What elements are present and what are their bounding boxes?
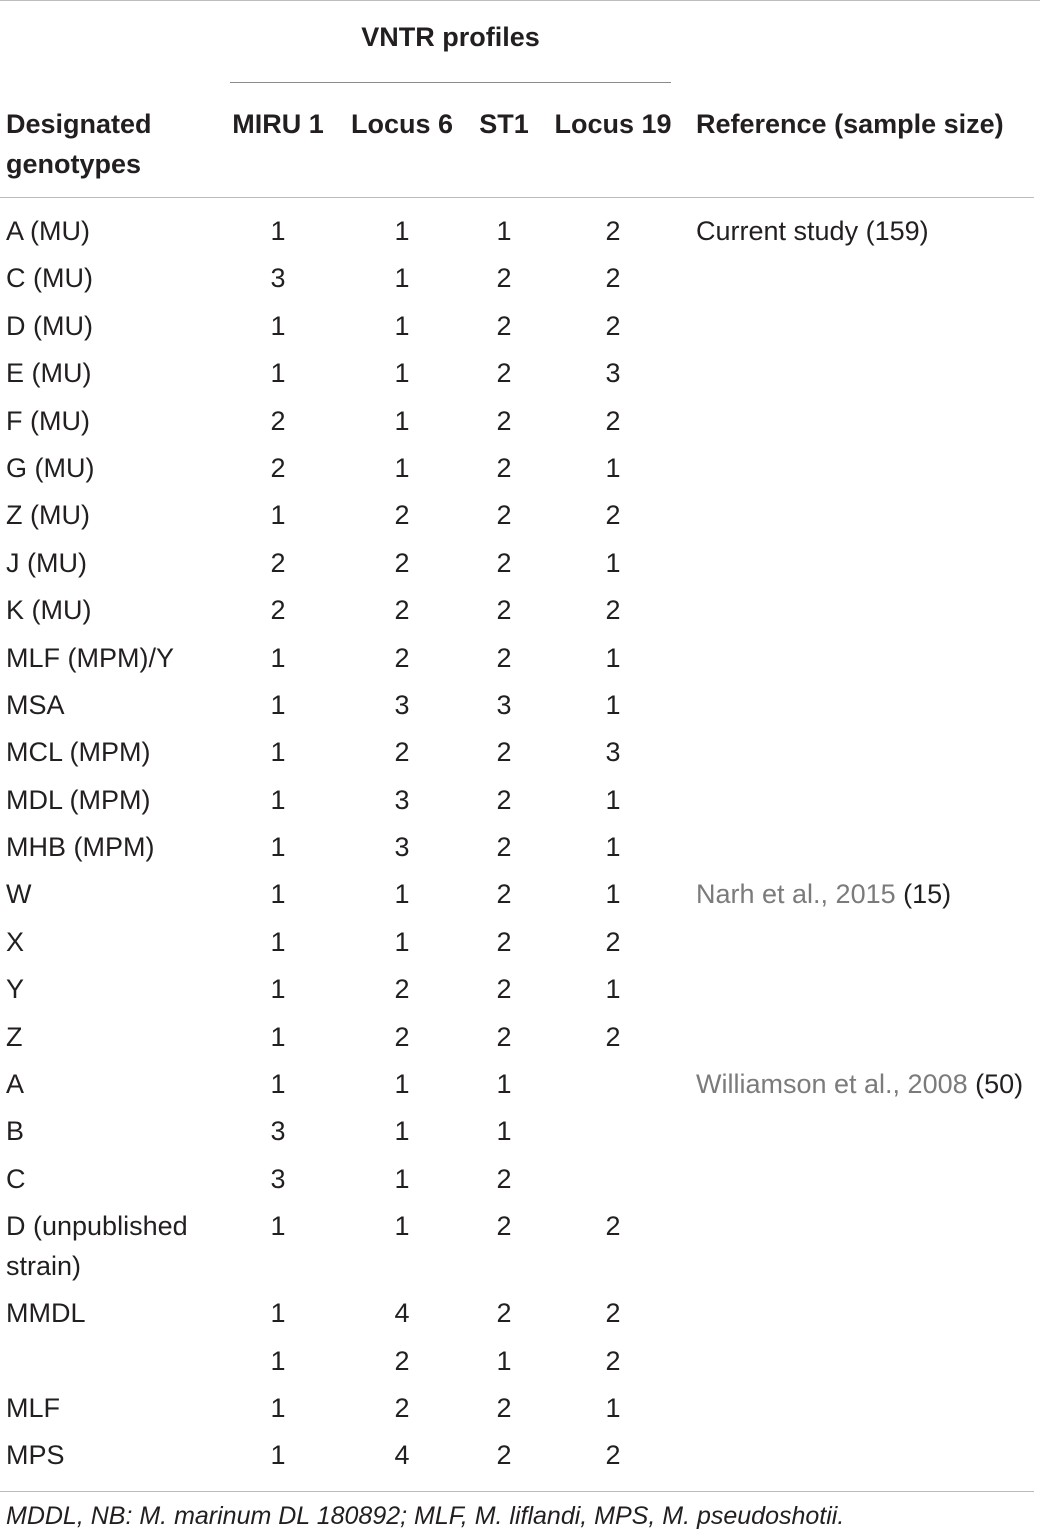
st1-cell: 2	[496, 405, 512, 436]
miru1-cell: 3	[270, 1163, 286, 1194]
locus6-cell: 2	[394, 974, 410, 1005]
table-row	[0, 401, 1040, 448]
table-bottom-rule	[0, 1491, 1034, 1492]
miru1-cell: 1	[270, 832, 286, 863]
genotype-cell: MLF (MPM)/Y	[6, 642, 174, 673]
st1-cell: 2	[496, 1021, 512, 1052]
st1-cell: 2	[496, 263, 512, 294]
st1-cell: 2	[496, 642, 512, 673]
vntr-group-header: VNTR profiles	[361, 22, 540, 52]
locus6-cell: 1	[394, 926, 410, 957]
reference-sample-size: (159)	[865, 216, 929, 246]
locus19-cell: 1	[605, 1392, 621, 1423]
locus19-cell: 2	[605, 926, 621, 957]
table-row	[0, 638, 1040, 685]
miru1-cell: 1	[270, 926, 286, 957]
st1-cell: 2	[496, 500, 512, 531]
miru1-cell: 3	[270, 263, 286, 294]
genotype-cell: B	[6, 1116, 25, 1147]
locus19-cell: 3	[605, 358, 621, 389]
st1-cell: 2	[496, 832, 512, 863]
st1-cell: 2	[496, 737, 512, 768]
locus6-cell: 2	[394, 500, 410, 531]
table-row	[0, 1064, 1040, 1111]
locus6-cell: 4	[394, 1440, 410, 1471]
st1-cell: 2	[496, 926, 512, 957]
table-row	[0, 874, 1040, 921]
locus6-cell: 1	[394, 216, 410, 246]
locus19-cell: 2	[605, 1345, 621, 1376]
table-row	[0, 922, 1040, 969]
column-header-reference: Reference (sample size)	[696, 109, 1004, 139]
locus19-cell: 1	[605, 784, 621, 815]
table-row	[0, 1435, 1040, 1482]
locus19-cell: 2	[605, 310, 621, 341]
miru1-cell: 1	[270, 216, 286, 246]
group-header-rule	[230, 82, 671, 83]
miru1-cell: 1	[270, 974, 286, 1005]
locus6-cell: 1	[394, 358, 410, 389]
st1-cell: 2	[496, 1163, 512, 1194]
locus19-cell: 2	[605, 595, 621, 626]
genotype-table-body	[0, 211, 1040, 1483]
reference-cell	[696, 1064, 1040, 1104]
st1-cell: 2	[496, 974, 512, 1005]
genotype-cell: MHB (MPM)	[6, 832, 155, 863]
st1-cell: 1	[496, 1345, 512, 1376]
table-row	[0, 543, 1040, 590]
column-header-st1: ST1	[479, 109, 529, 139]
table-row	[0, 1341, 1040, 1388]
locus19-cell: 2	[605, 1298, 621, 1329]
locus19-cell: 2	[605, 405, 621, 436]
table-row	[0, 780, 1040, 827]
st1-cell: 1	[496, 1069, 512, 1100]
locus6-cell: 3	[394, 832, 410, 863]
table-row	[0, 827, 1040, 874]
column-header-miru1: MIRU 1	[232, 109, 324, 139]
locus6-cell: 3	[394, 689, 410, 720]
locus19-cell: 1	[605, 452, 621, 483]
genotype-cell: MCL (MPM)	[6, 737, 151, 768]
st1-cell: 2	[496, 358, 512, 389]
genotype-cell: C (MU)	[6, 263, 93, 294]
reference-cell	[696, 211, 1040, 251]
locus19-cell: 3	[605, 737, 621, 768]
reference-sample-size: (15)	[903, 879, 952, 910]
miru1-cell: 1	[270, 737, 286, 768]
miru1-cell: 1	[270, 1211, 286, 1242]
miru1-cell: 2	[270, 452, 286, 483]
miru1-cell: 1	[270, 1021, 286, 1052]
miru1-cell: 1	[270, 1345, 286, 1376]
table-row	[0, 1111, 1040, 1158]
locus19-cell: 2	[605, 263, 621, 294]
genotype-cell: X	[6, 926, 25, 957]
locus6-cell: 1	[394, 310, 410, 341]
locus6-cell: 2	[394, 595, 410, 626]
reference-sample-size: (50)	[975, 1069, 1024, 1100]
locus6-cell: 2	[394, 1345, 410, 1376]
st1-cell: 2	[496, 310, 512, 341]
miru1-cell: 2	[270, 547, 286, 578]
locus6-cell: 4	[394, 1298, 410, 1329]
locus19-cell: 1	[605, 879, 621, 910]
locus19-cell: 1	[605, 547, 621, 578]
miru1-cell: 1	[270, 1440, 286, 1471]
reference-citation: Current study	[696, 216, 859, 246]
miru1-cell: 1	[270, 500, 286, 531]
locus19-cell: 1	[605, 642, 621, 673]
st1-cell: 2	[496, 547, 512, 578]
miru1-cell: 1	[270, 1392, 286, 1423]
reference-cell	[696, 874, 1040, 914]
genotype-cell: Z (MU)	[6, 500, 90, 531]
genotype-cell: A	[6, 1069, 25, 1100]
st1-cell: 2	[496, 595, 512, 626]
locus19-cell: 1	[605, 689, 621, 720]
st1-cell: 2	[496, 1440, 512, 1471]
column-header-genotypes: Designated genotypes	[6, 109, 152, 179]
locus6-cell: 1	[394, 1069, 410, 1100]
table-row	[0, 1388, 1040, 1435]
table-row	[0, 1206, 1040, 1293]
locus19-cell: 2	[605, 500, 621, 531]
st1-cell: 2	[496, 1211, 512, 1242]
miru1-cell: 1	[270, 310, 286, 341]
column-header-locus19: Locus 19	[554, 109, 672, 139]
reference-citation[interactable]: Williamson et al., 2008	[696, 1069, 968, 1100]
genotype-cell: F (MU)	[6, 405, 90, 436]
locus6-cell: 1	[394, 405, 410, 436]
st1-cell: 2	[496, 879, 512, 910]
genotype-cell: K (MU)	[6, 595, 92, 626]
table-row	[0, 211, 1040, 258]
locus19-cell: 1	[605, 832, 621, 863]
locus6-cell: 2	[394, 737, 410, 768]
st1-cell: 2	[496, 1392, 512, 1423]
header-rule	[0, 197, 1034, 198]
locus19-cell: 2	[605, 1440, 621, 1471]
locus6-cell: 3	[394, 784, 410, 815]
miru1-cell: 1	[270, 784, 286, 815]
genotype-cell: C	[6, 1163, 26, 1194]
table-row	[0, 353, 1040, 400]
miru1-cell: 1	[270, 879, 286, 910]
table-row	[0, 1293, 1040, 1340]
locus6-cell: 2	[394, 547, 410, 578]
table-row	[0, 258, 1040, 305]
miru1-cell: 1	[270, 1298, 286, 1329]
locus19-cell: 2	[605, 1211, 621, 1242]
table-row	[0, 306, 1040, 353]
miru1-cell: 2	[270, 405, 286, 436]
reference-citation[interactable]: Narh et al., 2015	[696, 879, 896, 910]
st1-cell: 2	[496, 1298, 512, 1329]
genotype-cell: W	[6, 879, 32, 910]
table-row	[0, 685, 1040, 732]
locus6-cell: 2	[394, 1021, 410, 1052]
genotype-cell: MLF	[6, 1392, 60, 1423]
genotype-cell: A (MU)	[6, 216, 90, 246]
locus6-cell: 1	[394, 263, 410, 294]
table-row	[0, 1017, 1040, 1064]
miru1-cell: 1	[270, 642, 286, 673]
st1-cell: 2	[496, 452, 512, 483]
genotype-cell: D (MU)	[6, 310, 93, 341]
miru1-cell: 1	[270, 1069, 286, 1100]
table-row	[0, 732, 1040, 779]
locus19-cell: 2	[605, 216, 621, 246]
miru1-cell: 2	[270, 595, 286, 626]
st1-cell: 1	[496, 216, 512, 246]
table-row	[0, 495, 1040, 542]
table-top-rule	[0, 0, 1040, 1]
st1-cell: 2	[496, 784, 512, 815]
locus19-cell: 1	[605, 974, 621, 1005]
locus6-cell: 1	[394, 1116, 410, 1147]
column-header-locus6: Locus 6	[350, 109, 454, 139]
genotype-cell: J (MU)	[6, 547, 87, 578]
miru1-cell: 1	[270, 358, 286, 389]
miru1-cell: 1	[270, 689, 286, 720]
genotype-cell: Z	[6, 1021, 23, 1052]
locus6-cell: 2	[394, 642, 410, 673]
genotype-cell: MSA	[6, 689, 65, 720]
miru1-cell: 3	[270, 1116, 286, 1147]
locus6-cell: 1	[394, 452, 410, 483]
table-footnote: MDDL, NB: M. marinum DL 180892; MLF, M. liflandi, MPS, M. pseudoshotii.	[6, 1502, 845, 1530]
table-row	[0, 590, 1040, 637]
locus19-cell: 2	[605, 1021, 621, 1052]
table-row	[0, 448, 1040, 495]
genotype-cell: MMDL	[6, 1298, 86, 1329]
genotype-cell: G (MU)	[6, 452, 95, 483]
genotype-cell: D (unpublished strain)	[6, 1211, 188, 1282]
locus6-cell: 1	[394, 1163, 410, 1194]
st1-cell: 3	[496, 689, 512, 720]
table-row	[0, 969, 1040, 1016]
genotype-cell: MPS	[6, 1440, 65, 1471]
genotype-cell: E (MU)	[6, 358, 92, 389]
locus6-cell: 2	[394, 1392, 410, 1423]
table-row	[0, 1159, 1040, 1206]
locus6-cell: 1	[394, 1211, 410, 1242]
st1-cell: 1	[496, 1116, 512, 1147]
locus6-cell: 1	[394, 879, 410, 910]
genotype-cell: Y	[6, 974, 25, 1005]
genotype-cell: MDL (MPM)	[6, 784, 151, 815]
